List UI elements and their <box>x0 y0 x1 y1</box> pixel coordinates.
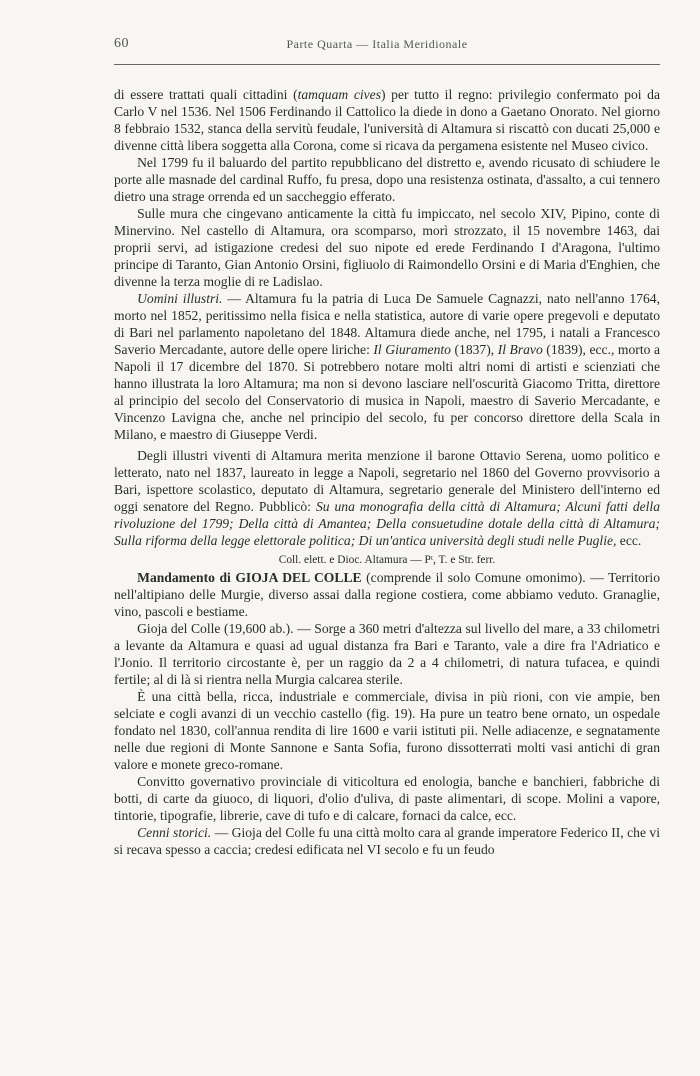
source-note: Coll. elett. e Dioc. Altamura — Pᵗ, T. e Str. ferr. <box>278 554 496 566</box>
paragraph: Cenni storici. — Gioja del Colle fu una città molto cara al grande imperatore Federico II, che vi si recava spesso a caccia; credesi edificata nel VI secolo e fu un feudo <box>114 825 660 857</box>
paragraph: È una città bella, ricca, industriale e commerciale, divisa in più rioni, con vie ampie, ben selciate e cogli avanzi di un vecchio castello (fig. 19). Ha pure un teatro bene ornato, un ospedale fondato nel 1830, coll'annua rendita di lire 1600 e varii istituti pii. Nelle adiacenze, e segnatamente nelle due regioni di Monte Sannone e Santa Sofia, furono dissotterrati molti vasi antichi di gran valore e monete greco-romane. <box>114 689 660 772</box>
running-title: Parte Quarta — Italia Meridionale <box>286 37 468 51</box>
paragraph: di essere trattati quali cittadini (tamquam cives) per tutto il regno: privilegio confermato poi da Carlo V nel 1536. Nel 1506 Ferdinando il Cattolico la diede in dono a Gaetano Onorato. Nel giorno 8 febbraio 1532, stanca della servitù feudale, l'università di Altamura si riscattò con ducati 25,000 e divenne città libera soggetta alla Corona, come si ricava da pergamena esistente nel Museo civico. <box>114 87 660 153</box>
section-heading-paragraph: Mandamento di GIOJA DEL COLLE (comprende il solo Comune omonimo). — Territorio nell'altipiano delle Murgie, diverso assai dalla regione costiera, come abbiamo veduto. Granaglie, vino, pascoli e bestiame. <box>114 570 661 619</box>
paragraph: Convitto governativo provinciale di viticoltura ed enologia, banche e banchieri, fabbriche di botti, di carte da giuoco, di liquori, d'olio d'uliva, di paste alimentari, di scope. Molini a vapore, tintorie, tipografie, librerie, cave di tufo e di calcare, fornaci da calce, ecc. <box>114 774 660 823</box>
text-body <box>114 86 660 858</box>
paragraph: Uomini illustri. — Altamura fu la patria di Luca De Samuele Cagnazzi, nato nell'anno 1764, morto nel 1852, peritissimo nella fisica e nella statistica, autore di varie opere pregevoli e deputato di Bari nel parlamento napoletano del 1848. Altamura diede anche, nel 1795, i natali a Francesco Saverio Mercadante, autore delle opere liriche: Il Giuramento (1837), Il Bravo (1839), ecc., morto a Napoli il 17 dicembre del 1870. Si potrebbero notare molti altri nomi di artisti e scienziati che hanno illustrata la loro Altamura; ma non si devono lasciare nell'oscurità Giacomo Tritta, direttore al principio del secolo del Conservatorio di musica in Napoli, maestro di Saverio Mercadante, e Vincenzo Lavigna che, anche nel principio del secolo, fu per concorso direttore della Scala in Milano, e maestro di Giuseppe Verdi. <box>114 291 660 442</box>
paragraph: Sulle mura che cingevano anticamente la città fu impiccato, nel secolo XIV, Pipino, conte di Minervino. Nel castello di Altamura, ora scomparso, morì strozzato, il 15 novembre 1463, dai proprii servi, ad istigazione credesi del suo nipote ed erede Ferdinando I d'Aragona, l'ultimo principe di Taranto, Gian Antonio Orsini, figliuolo di Raimondello Orsini e di Maria d'Enghien, che divenne la terza moglie di re Ladislao. <box>114 206 660 289</box>
header-rule <box>114 64 660 65</box>
paragraph: Gioja del Colle (19,600 ab.). — Sorge a 360 metri d'altezza sul livello del mare, a 33 chilometri a levante da Altamura e quasi ad ugual distanza fra Bari e Taranto, vale a dire fra l'Adriatico e l'Jonio. Il territorio circostante è, per un raggio da 2 a 4 chilometri, di natura tufacea, e quindi fertile; al di là si rientra nella Murgia calcarea sterile. <box>114 621 660 687</box>
page-number: 60 <box>114 36 129 51</box>
section-place-name: GIOJA DEL COLLE <box>235 570 362 585</box>
paragraph: Nel 1799 fu il baluardo del partito repubblicano del distretto e, avendo ricusato di schiudere le porte alle masnade del cardinal Ruffo, fu presa, dopo una resistenza ostinata, d'assalto, a cui tennero dietro una strage orrenda ed un saccheggio efferato. <box>114 155 660 204</box>
paragraph: Degli illustri viventi di Altamura merita menzione il barone Ottavio Serena, uomo politico e letterato, nato nel 1837, laureato in legge a Napoli, segretario nel 1860 del Governo provvisorio a Bari, ispettore scolastico, deputato di Altamura, segretario generale del Ministero dell'interno ed oggi senatore del Regno. Pubblicò: Su una monografia della città di Altamura; Alcuni fatti della rivoluzione del 1799; Della città di Amantea; Della consuetudine dotale della città di Altamura; Sulla riforma della legge elettorale politica; Di un'antica università degli studi nelle Puglie, ecc. <box>114 448 660 548</box>
page-header <box>114 36 640 58</box>
